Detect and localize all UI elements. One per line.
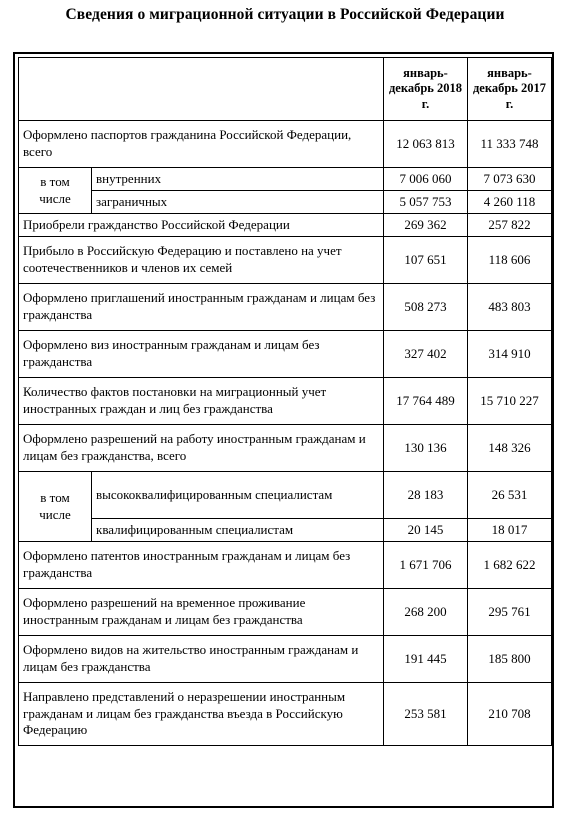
- value-2017-work-permits: 148 326: [468, 425, 552, 472]
- row-label-registration: Количество фактов постановки на миграционный учет иностранных граждан и лиц без гражданства: [19, 378, 384, 425]
- table-row: [19, 683, 552, 746]
- value-2018-invitations: 508 273: [384, 284, 468, 331]
- row-label-patents: Оформлено патентов иностранным гражданам и лицам без гражданства: [19, 542, 384, 589]
- table-row: [19, 542, 552, 589]
- row-label-qualified: квалифицированным специалистам: [92, 519, 384, 542]
- value-2018-qualified: 20 145: [384, 519, 468, 542]
- table-header-row: [19, 58, 552, 121]
- value-2018-entry-bans: 253 581: [384, 683, 468, 746]
- value-2018-registration: 17 764 489: [384, 378, 468, 425]
- table-row: [19, 191, 552, 214]
- value-2017-invitations: 483 803: [468, 284, 552, 331]
- table-row: [19, 378, 552, 425]
- value-2018-residence-permits: 191 445: [384, 636, 468, 683]
- value-2017-registration: 15 710 227: [468, 378, 552, 425]
- value-2018-work-permits: 130 136: [384, 425, 468, 472]
- value-2017-passports: 11 333 748: [468, 121, 552, 168]
- value-2018-visas: 327 402: [384, 331, 468, 378]
- table-row: [19, 237, 552, 284]
- value-2017-citizenship: 257 822: [468, 214, 552, 237]
- group-label-passports: в том числе: [19, 168, 92, 214]
- value-2017-compatriots: 118 606: [468, 237, 552, 284]
- table-row: [19, 425, 552, 472]
- row-label-foreign-passports: заграничных: [92, 191, 384, 214]
- table-row: [19, 121, 552, 168]
- table-row: [19, 589, 552, 636]
- value-2018-citizenship: 269 362: [384, 214, 468, 237]
- value-2017-visas: 314 910: [468, 331, 552, 378]
- row-label-temp-residence: Оформлено разрешений на временное проживание иностранным гражданам и лицам без гражданства: [19, 589, 384, 636]
- table-row: [19, 472, 552, 519]
- value-2017-entry-bans: 210 708: [468, 683, 552, 746]
- value-2018-domestic-passports: 7 006 060: [384, 168, 468, 191]
- group-label-work-permits: в том числе: [19, 472, 92, 542]
- value-2017-patents: 1 682 622: [468, 542, 552, 589]
- migration-table: [18, 57, 552, 746]
- value-2017-highly-qualified: 26 531: [468, 472, 552, 519]
- value-2017-residence-permits: 185 800: [468, 636, 552, 683]
- header-empty-cell: [19, 58, 384, 121]
- row-label-residence-permits: Оформлено видов на жительство иностранным гражданам и лицам без гражданства: [19, 636, 384, 683]
- row-label-highly-qualified: высококвалифицированным специалистам: [92, 472, 384, 519]
- table-row: [19, 284, 552, 331]
- value-2018-passports: 12 063 813: [384, 121, 468, 168]
- value-2017-domestic-passports: 7 073 630: [468, 168, 552, 191]
- value-2017-temp-residence: 295 761: [468, 589, 552, 636]
- column-header-2017: январь-декабрь 2017 г.: [468, 58, 552, 121]
- value-2018-compatriots: 107 651: [384, 237, 468, 284]
- row-label-work-permits: Оформлено разрешений на работу иностранным гражданам и лицам без гражданства, всего: [19, 425, 384, 472]
- value-2018-foreign-passports: 5 057 753: [384, 191, 468, 214]
- value-2018-temp-residence: 268 200: [384, 589, 468, 636]
- table-row: [19, 214, 552, 237]
- row-label-entry-bans: Направлено представлений о неразрешении иностранным гражданам и лицам без гражданства въезда в Российскую Федерацию: [19, 683, 384, 746]
- row-label-passports: Оформлено паспортов гражданина Российской Федерации, всего: [19, 121, 384, 168]
- column-header-2018: январь-декабрь 2018 г.: [384, 58, 468, 121]
- row-label-citizenship: Приобрели гражданство Российской Федерации: [19, 214, 384, 237]
- table-row: [19, 519, 552, 542]
- value-2018-highly-qualified: 28 183: [384, 472, 468, 519]
- migration-table-frame: [13, 52, 554, 808]
- row-label-domestic-passports: внутренних: [92, 168, 384, 191]
- page-title: Сведения о миграционной ситуации в Российской Федерации: [65, 6, 505, 23]
- table-row: [19, 331, 552, 378]
- value-2018-patents: 1 671 706: [384, 542, 468, 589]
- value-2017-foreign-passports: 4 260 118: [468, 191, 552, 214]
- table-row: [19, 168, 552, 191]
- table-row: [19, 636, 552, 683]
- value-2017-qualified: 18 017: [468, 519, 552, 542]
- row-label-compatriots: Прибыло в Российскую Федерацию и поставлено на учет соотечественников и членов их семей: [19, 237, 384, 284]
- row-label-invitations: Оформлено приглашений иностранным гражданам и лицам без гражданства: [19, 284, 384, 331]
- row-label-visas: Оформлено виз иностранным гражданам и лицам без гражданства: [19, 331, 384, 378]
